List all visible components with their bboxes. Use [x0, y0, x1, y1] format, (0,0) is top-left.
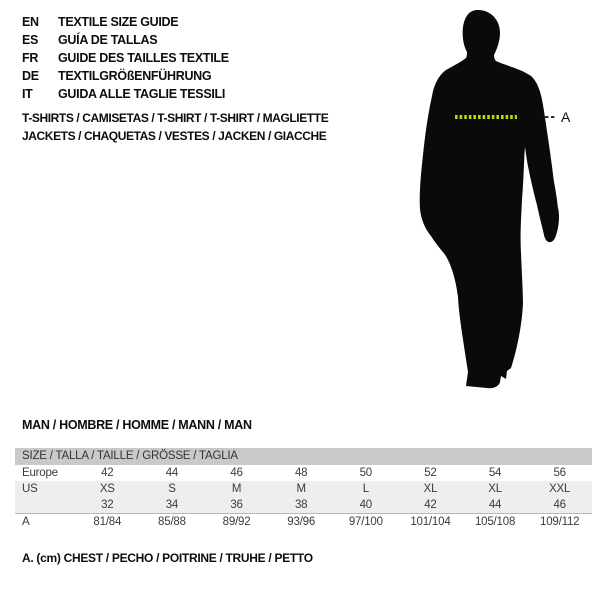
table-cell: 44 [488, 499, 502, 511]
table-cell: 36 [230, 499, 243, 511]
table-cell: 42 [424, 499, 437, 511]
table-cell: 52 [424, 467, 437, 479]
table-cell: M [296, 483, 306, 495]
size-table [15, 448, 592, 531]
category-jackets: JACKETS / CHAQUETAS / VESTES / JACKEN / GIACCHE [22, 129, 327, 143]
language-row [22, 13, 229, 31]
language-label: TEXTILGRÖßENFÜHRUNG [58, 69, 212, 83]
man-silhouette-shape [420, 10, 559, 388]
table-row-chest-a [15, 513, 592, 531]
table-cell: XL [423, 483, 438, 495]
man-silhouette [395, 5, 580, 395]
table-cell: 81/84 [93, 516, 122, 528]
table-cell: 44 [165, 467, 179, 479]
language-code: FR [22, 51, 39, 65]
row-label: A [22, 516, 30, 528]
language-label: GUIDE DES TAILLES TEXTILE [58, 51, 229, 65]
table-cell: 46 [230, 467, 243, 479]
table-cell: 54 [488, 467, 502, 479]
table-cell: S [168, 483, 176, 495]
table-cell: M [231, 483, 242, 495]
table-cell: 46 [553, 499, 566, 511]
man-figure [395, 5, 580, 395]
table-cell: 50 [359, 467, 373, 479]
table-cell: XL [488, 483, 502, 495]
language-code: ES [22, 33, 39, 47]
language-code: DE [22, 69, 39, 83]
table-cell: 89/92 [222, 516, 251, 528]
table-cell: 93/96 [287, 516, 316, 528]
language-label: GUIDA ALLE TAGLIE TESSILI [58, 87, 226, 101]
language-code: EN [22, 15, 39, 29]
section-title-man: MAN / HOMBRE / HOMME / MANN / MAN [22, 418, 252, 432]
table-cell: 48 [294, 467, 308, 479]
table-cell: 109/112 [540, 516, 580, 528]
size-table-header: SIZE / TALLA / TAILLE / GRÖSSE / TAGLIA [15, 448, 592, 465]
table-cell: 105/108 [474, 516, 516, 528]
table-cell: XXL [549, 483, 571, 495]
language-row [22, 85, 229, 103]
row-label: US [22, 483, 38, 495]
table-cell: 56 [553, 467, 566, 479]
category-tshirts: T-SHIRTS / CAMISETAS / T-SHIRT / T-SHIRT / MAGLIETTE [22, 111, 329, 125]
row-label [15, 497, 75, 513]
language-row [22, 31, 229, 49]
language-label: GUÍA DE TALLAS [58, 33, 158, 47]
table-cell: 85/88 [158, 516, 186, 528]
table-cell: 97/100 [348, 516, 383, 528]
table-cell: L [362, 483, 369, 495]
row-label: Europe [22, 467, 58, 479]
language-label: TEXTILE SIZE GUIDE [58, 15, 179, 29]
measurement-footnote: A. (cm) CHEST / PECHO / POITRINE / TRUHE / PETTO [22, 551, 313, 565]
table-row-europe [15, 465, 592, 481]
language-row [22, 67, 229, 85]
table-cell: XS [99, 483, 115, 495]
table-cell: 34 [165, 499, 179, 511]
language-row [22, 49, 229, 67]
table-cell: 40 [359, 499, 373, 511]
measure-label-a: A [561, 109, 571, 125]
table-row-numeric [15, 497, 592, 513]
table-cell: 32 [101, 499, 114, 511]
table-cell: 42 [101, 467, 114, 479]
language-code: IT [22, 87, 33, 101]
table-row-us [15, 481, 592, 497]
table-cell: 101/104 [410, 516, 451, 528]
table-cell: 38 [294, 499, 308, 511]
language-list [22, 13, 229, 103]
category-list [22, 109, 328, 145]
